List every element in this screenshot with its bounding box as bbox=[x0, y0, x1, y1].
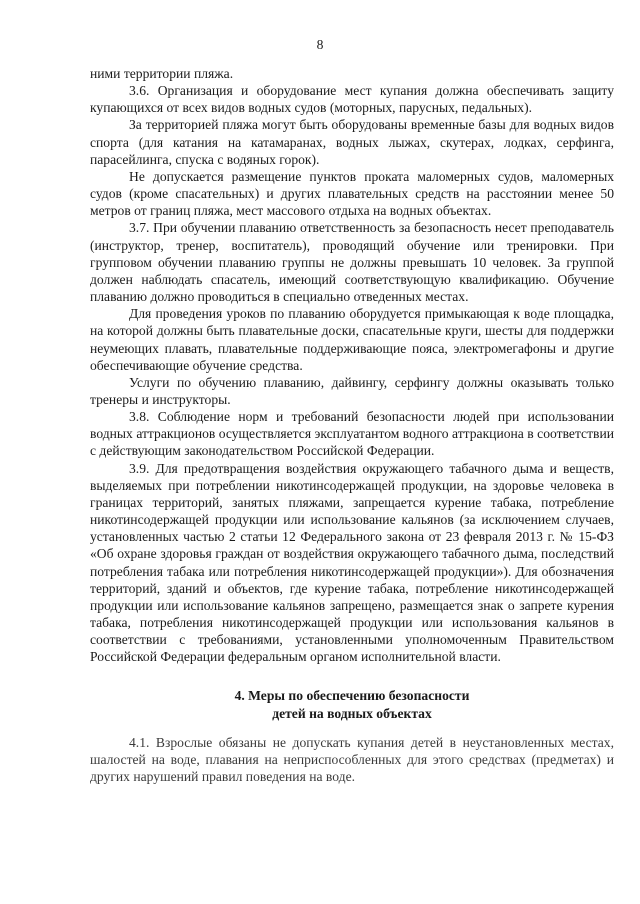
section-heading bbox=[90, 687, 614, 721]
paragraph: 3.6. Организация и оборудование мест купания должна обеспечивать защиту купающихся от всех видов водных судов (моторных, парусных, педальных). bbox=[90, 83, 614, 116]
paragraph: 3.8. Соблюдение норм и требований безопасности людей при использовании водных аттракционов осуществляется эксплуатантом водного аттракциона в соответствии с действующим законодательством Российской Федерации. bbox=[90, 409, 614, 459]
paragraph: 3.7. При обучении плаванию ответственность за безопасность несет преподаватель (инструктор, тренер, воспитатель), проводящий обучение или тренировки. При групповом обучении плаванию группы не должны превышать 10 человек. За группой должен наблюдать спасатель, имеющий соответствующую квалификацию. Обучение плаванию должно проводиться в специально отведенных местах. bbox=[90, 220, 614, 305]
paragraph: За территорией пляжа могут быть оборудованы временные базы для водных видов спорта (для катания на катамаранах, водных лыжах, скутерах, лодках, серфинга, парасейлинга, спуска с водяных горок). bbox=[90, 117, 614, 167]
page-number: 8 bbox=[316, 37, 324, 52]
section-heading-line: 4. Меры по обеспечению безопасности bbox=[234, 688, 470, 704]
document-body bbox=[90, 65, 614, 785]
paragraph: 3.9. Для предотвращения воздействия окружающего табачного дыма и веществ, выделяемых при потреблении никотинсодержащей продукции, на здоровье человека в границах территорий, занятых пляжами, запрещается курение табака, потребление никотинсодержащей продукции или использование кальянов (за исключением случаев, установленных частью 2 статьи 12 Федерального закона от 23 февраля 2013 г. № 15-ФЗ «Об охране здоровья граждан от воздействия окружающего табачного дыма, последствий потребления табака или потребления никотинсодержащей продукции»). Для обозначения территорий, зданий и объектов, где курение табака, потребление никотинсодержащей продукции или использование кальянов запрещено, размещается знак о запрете курения табака, потребления никотинсодержащей продукции или использования кальянов в соответствии с требованиями, установленными уполномоченным Правительством Российской Федерации федеральным органом исполнительной власти. bbox=[90, 460, 614, 665]
section-heading-line: детей на водных объектах bbox=[272, 705, 432, 721]
paragraph: Услуги по обучению плаванию, дайвингу, серфингу должны оказывать только тренеры и инструкторы. bbox=[90, 374, 614, 407]
paragraph: Для проведения уроков по плаванию оборудуется примыкающая к воде площадка, на которой должны быть плавательные доски, спасательные круги, шесты для поддержки неумеющих плавать, плавательные поддерживающие пояса, электромегафоны и другие обеспечивающие обучение средства. bbox=[90, 306, 614, 373]
paragraph: 4.1. Взрослые обязаны не допускать купания детей в неустановленных местах, шалостей на воде, плавания на неприспособленных для этого средствах (предметах) и других нарушений правил поведения на воде. bbox=[90, 734, 614, 785]
paragraph: ними территории пляжа. bbox=[90, 66, 234, 81]
paragraph: Не допускается размещение пунктов проката маломерных судов, маломерных судов (кроме спасательных) и других плавательных средств на расстоянии менее 50 метров от границ пляжа, мест массового отдыха на водных объектах. bbox=[90, 168, 614, 219]
